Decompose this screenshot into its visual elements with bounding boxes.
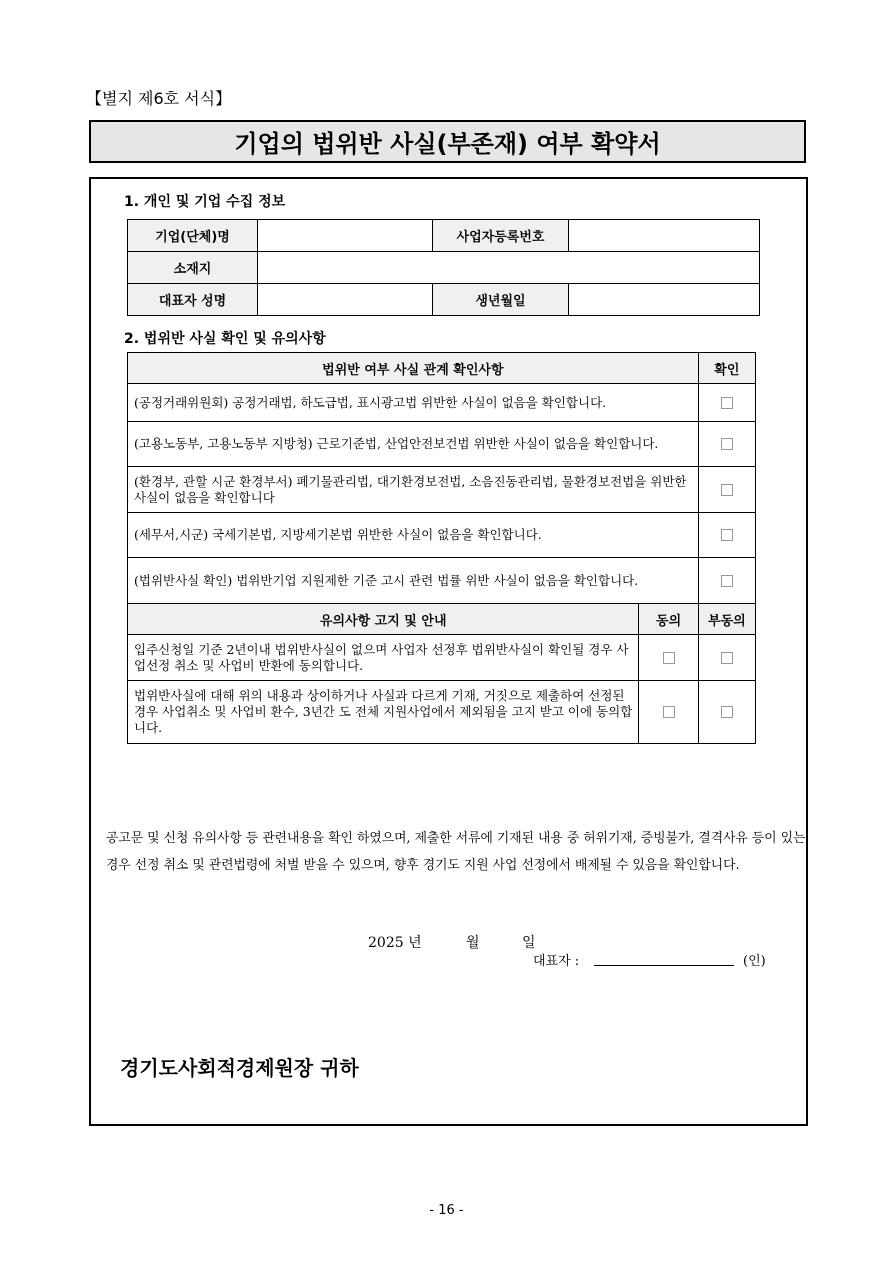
agree-header: 동의 — [639, 604, 698, 635]
table-row — [128, 635, 756, 681]
ceo-name-label: 대표자 성명 — [128, 284, 258, 316]
birth-date-field[interactable] — [569, 284, 760, 316]
address-label: 소재지 — [128, 252, 258, 284]
notice-item-1: 입주신청일 기준 2년이내 법위반사실이 없으며 사업자 선정후 법위반사실이 확인될 경우 사업선정 취소 및 사업비 반환에 동의합니다. — [128, 635, 639, 681]
section2-heading: 2. 법위반 사실 확인 및 유의사항 — [124, 331, 326, 347]
section1-heading: 1. 개인 및 기업 수집 정보 — [124, 194, 286, 210]
signature-label: 대표자 : — [533, 954, 580, 969]
birth-date-label: 생년월일 — [433, 284, 569, 316]
disagree-header: 부동의 — [698, 604, 755, 635]
seal-mark: (인) — [743, 954, 766, 969]
page-number: - 16 - — [429, 1203, 464, 1218]
disagree-checkbox-2[interactable] — [721, 706, 733, 718]
table-row — [128, 467, 756, 513]
ceo-name-field[interactable] — [258, 284, 433, 316]
check-item-1: (공정거래위원회) 공정거래법, 하도급법, 표시광고법 위반한 사실이 없음을 확인합니다. — [128, 384, 699, 422]
date-day-unit: 일 — [522, 935, 536, 951]
notice-item-2: 법위반사실에 대해 위의 내용과 상이하거나 사실과 다르게 기재, 거짓으로 제출하여 선정된 경우 사업취소 및 사업비 환수, 3년간 도 전체 지원사업에서 제외됨을 고지 받고 이에 동의합니다. — [128, 681, 639, 744]
business-reg-field[interactable] — [569, 220, 760, 252]
confirm-checkbox-1[interactable] — [721, 397, 733, 409]
check-item-5: (법위반사실 확인) 법위반기업 지원제한 기준 고시 관련 법률 위반 사실이 없음을 확인합니다. — [128, 558, 699, 604]
check-item-4: (세무서,시군) 국세기본법, 지방세기본법 위반한 사실이 없음을 확인합니다. — [128, 513, 699, 558]
violation-check-table — [127, 352, 756, 744]
agree-checkbox-1[interactable] — [663, 652, 675, 664]
year-value: 2025 — [368, 935, 404, 951]
year-unit: 년 — [408, 935, 422, 951]
signature-line[interactable] — [594, 965, 734, 966]
company-name-field[interactable] — [258, 220, 433, 252]
company-name-label: 기업(단체)명 — [128, 220, 258, 252]
table-row — [128, 513, 756, 558]
form-label: 【별지 제6호 서식】 — [86, 89, 232, 108]
confirm-checkbox-5[interactable] — [721, 575, 733, 587]
address-field[interactable] — [258, 252, 760, 284]
date-month-unit: 월 — [466, 935, 480, 951]
notice-header: 유의사항 고지 및 안내 — [128, 604, 639, 635]
check-item-2: (고용노동부, 고용노동부 지방청) 근로기준법, 산업안전보건법 위반한 사실이 없음을 확인합니다. — [128, 422, 699, 467]
table-row — [128, 384, 756, 422]
confirm-header: 확인 — [698, 353, 755, 384]
company-info-table — [127, 219, 760, 316]
confirmation-statement: 공고문 및 신청 유의사항 등 관련내용을 확인 하였으며, 제출한 서류에 기재된 내용 중 허위기재, 증빙불가, 결격사유 등이 있는 경우 선정 취소 및 관련법령에 처벌 받을 수 있으며, 향후 경기도 지원 사업 선정에서 배제될 수 있음을 확인합니다. — [106, 831, 806, 873]
check-item-3: (환경부, 관할 시군 환경부서) 폐기물관리법, 대기환경보전법, 소음진동관리법, 물환경보전법을 위반한 사실이 없음을 확인합니다 — [128, 467, 699, 513]
table-row — [128, 422, 756, 467]
table-row — [128, 681, 756, 744]
disagree-checkbox-1[interactable] — [721, 652, 733, 664]
table-row — [128, 558, 756, 604]
confirm-checkbox-3[interactable] — [721, 484, 733, 496]
date-year — [368, 932, 422, 952]
agree-checkbox-2[interactable] — [663, 706, 675, 718]
confirm-checkbox-4[interactable] — [721, 529, 733, 541]
confirm-checkbox-2[interactable] — [721, 438, 733, 450]
addressee: 경기도사회적경제원장 귀하 — [120, 1056, 359, 1080]
document-title: 기업의 법위반 사실(부존재) 여부 확약서 — [89, 120, 806, 163]
business-reg-label: 사업자등록번호 — [433, 220, 569, 252]
check-header: 법위반 여부 사실 관계 확인사항 — [128, 353, 699, 384]
